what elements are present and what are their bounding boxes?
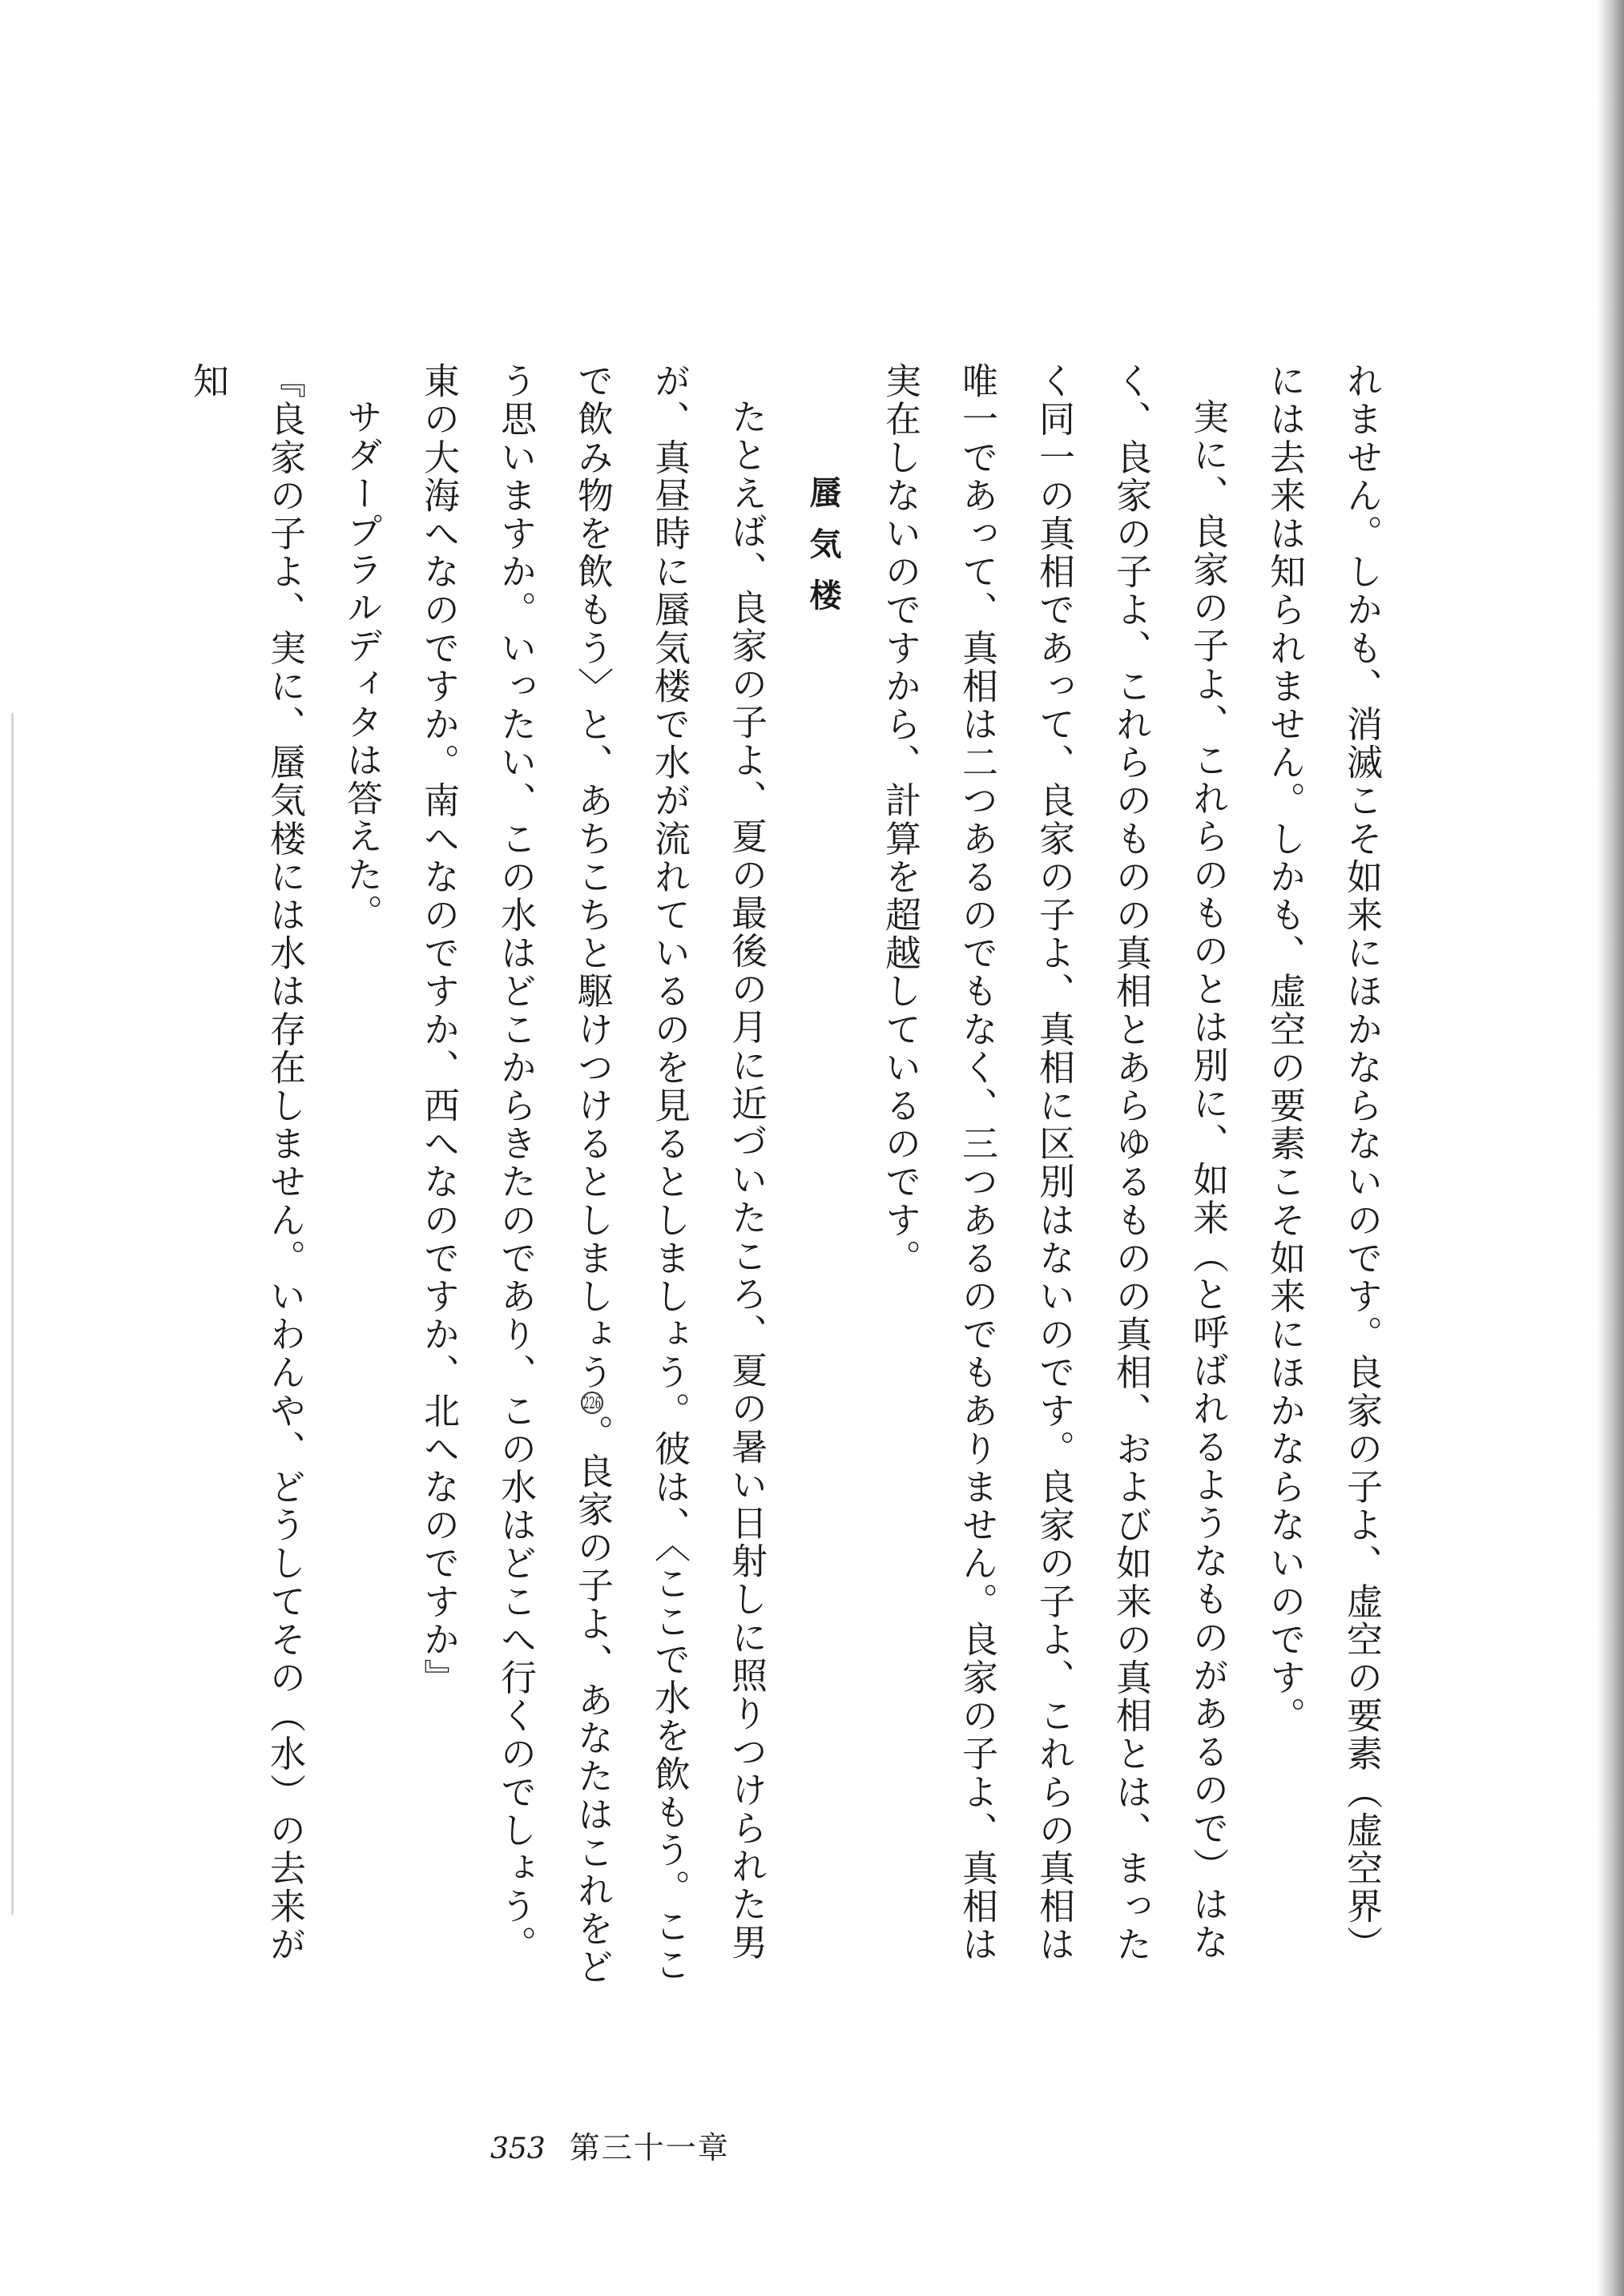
paragraph-4: サダープラルディタは答えた。 bbox=[341, 398, 383, 932]
page-edge-shadow bbox=[1597, 0, 1624, 2296]
vertical-text-body bbox=[169, 362, 1400, 1996]
section-heading: 蜃気楼 bbox=[804, 476, 841, 630]
paragraph-5: 『良家の子よ、実に、蜃気楼には水は存在しません。いわんや、どうしてその（水）の去来が知 bbox=[187, 362, 306, 1964]
paragraph-1: れません。しかも、消滅こそ如来にほかならないのです。良家の子よ、虚空の要素（虚空界）には去来は知られません。しかも、虚空の要素こそ如来にほかならないのです。 bbox=[1263, 362, 1383, 1964]
paragraph-3-part-2: 。良家の子よ、あなたはこれをどう思いますか。いったい、この水はどこからきたのであり、この水はどこへ行くのでしょう。東の大海へなのですか。南へなのですか、西へなのですか、北へなのですか』 bbox=[417, 362, 614, 1987]
page-number: 353 bbox=[490, 2133, 546, 2165]
page-footer bbox=[490, 2123, 730, 2167]
paragraph-3 bbox=[400, 362, 784, 1996]
paragraph-3-part-1: たとえば、良家の子よ、夏の最後の月に近づいたころ、夏の暑い日射しに照りつけられた男が、真昼時に蜃気楼で水が流れているのを見るとしましょう。彼は、〈ここで水を飲もう。ここで飲み物を飲もう〉と、あちこちと駆けつけるとしましょう bbox=[571, 362, 768, 1984]
chapter-label: 第三十一章 bbox=[569, 2130, 730, 2165]
gutter-line bbox=[11, 713, 14, 1915]
paragraph-2: 実に、良家の子よ、これらのものとは別に、如来（と呼ばれるようなものがあるので）はなく、良家の子よ、これらのものの真相とあらゆるものの真相、および如来の真相とは、まったく同一の真相であって、良家の子よ、真相に区別はないのです。良家の子よ、これらの真相は唯一であって、真相は二つあるのでもなく、三つあるのでもありません。良家の子よ、真相は実在しないのですから、計算を超越しているのです。 bbox=[879, 362, 1229, 1964]
footnote-reference: 226 bbox=[581, 1392, 603, 1414]
